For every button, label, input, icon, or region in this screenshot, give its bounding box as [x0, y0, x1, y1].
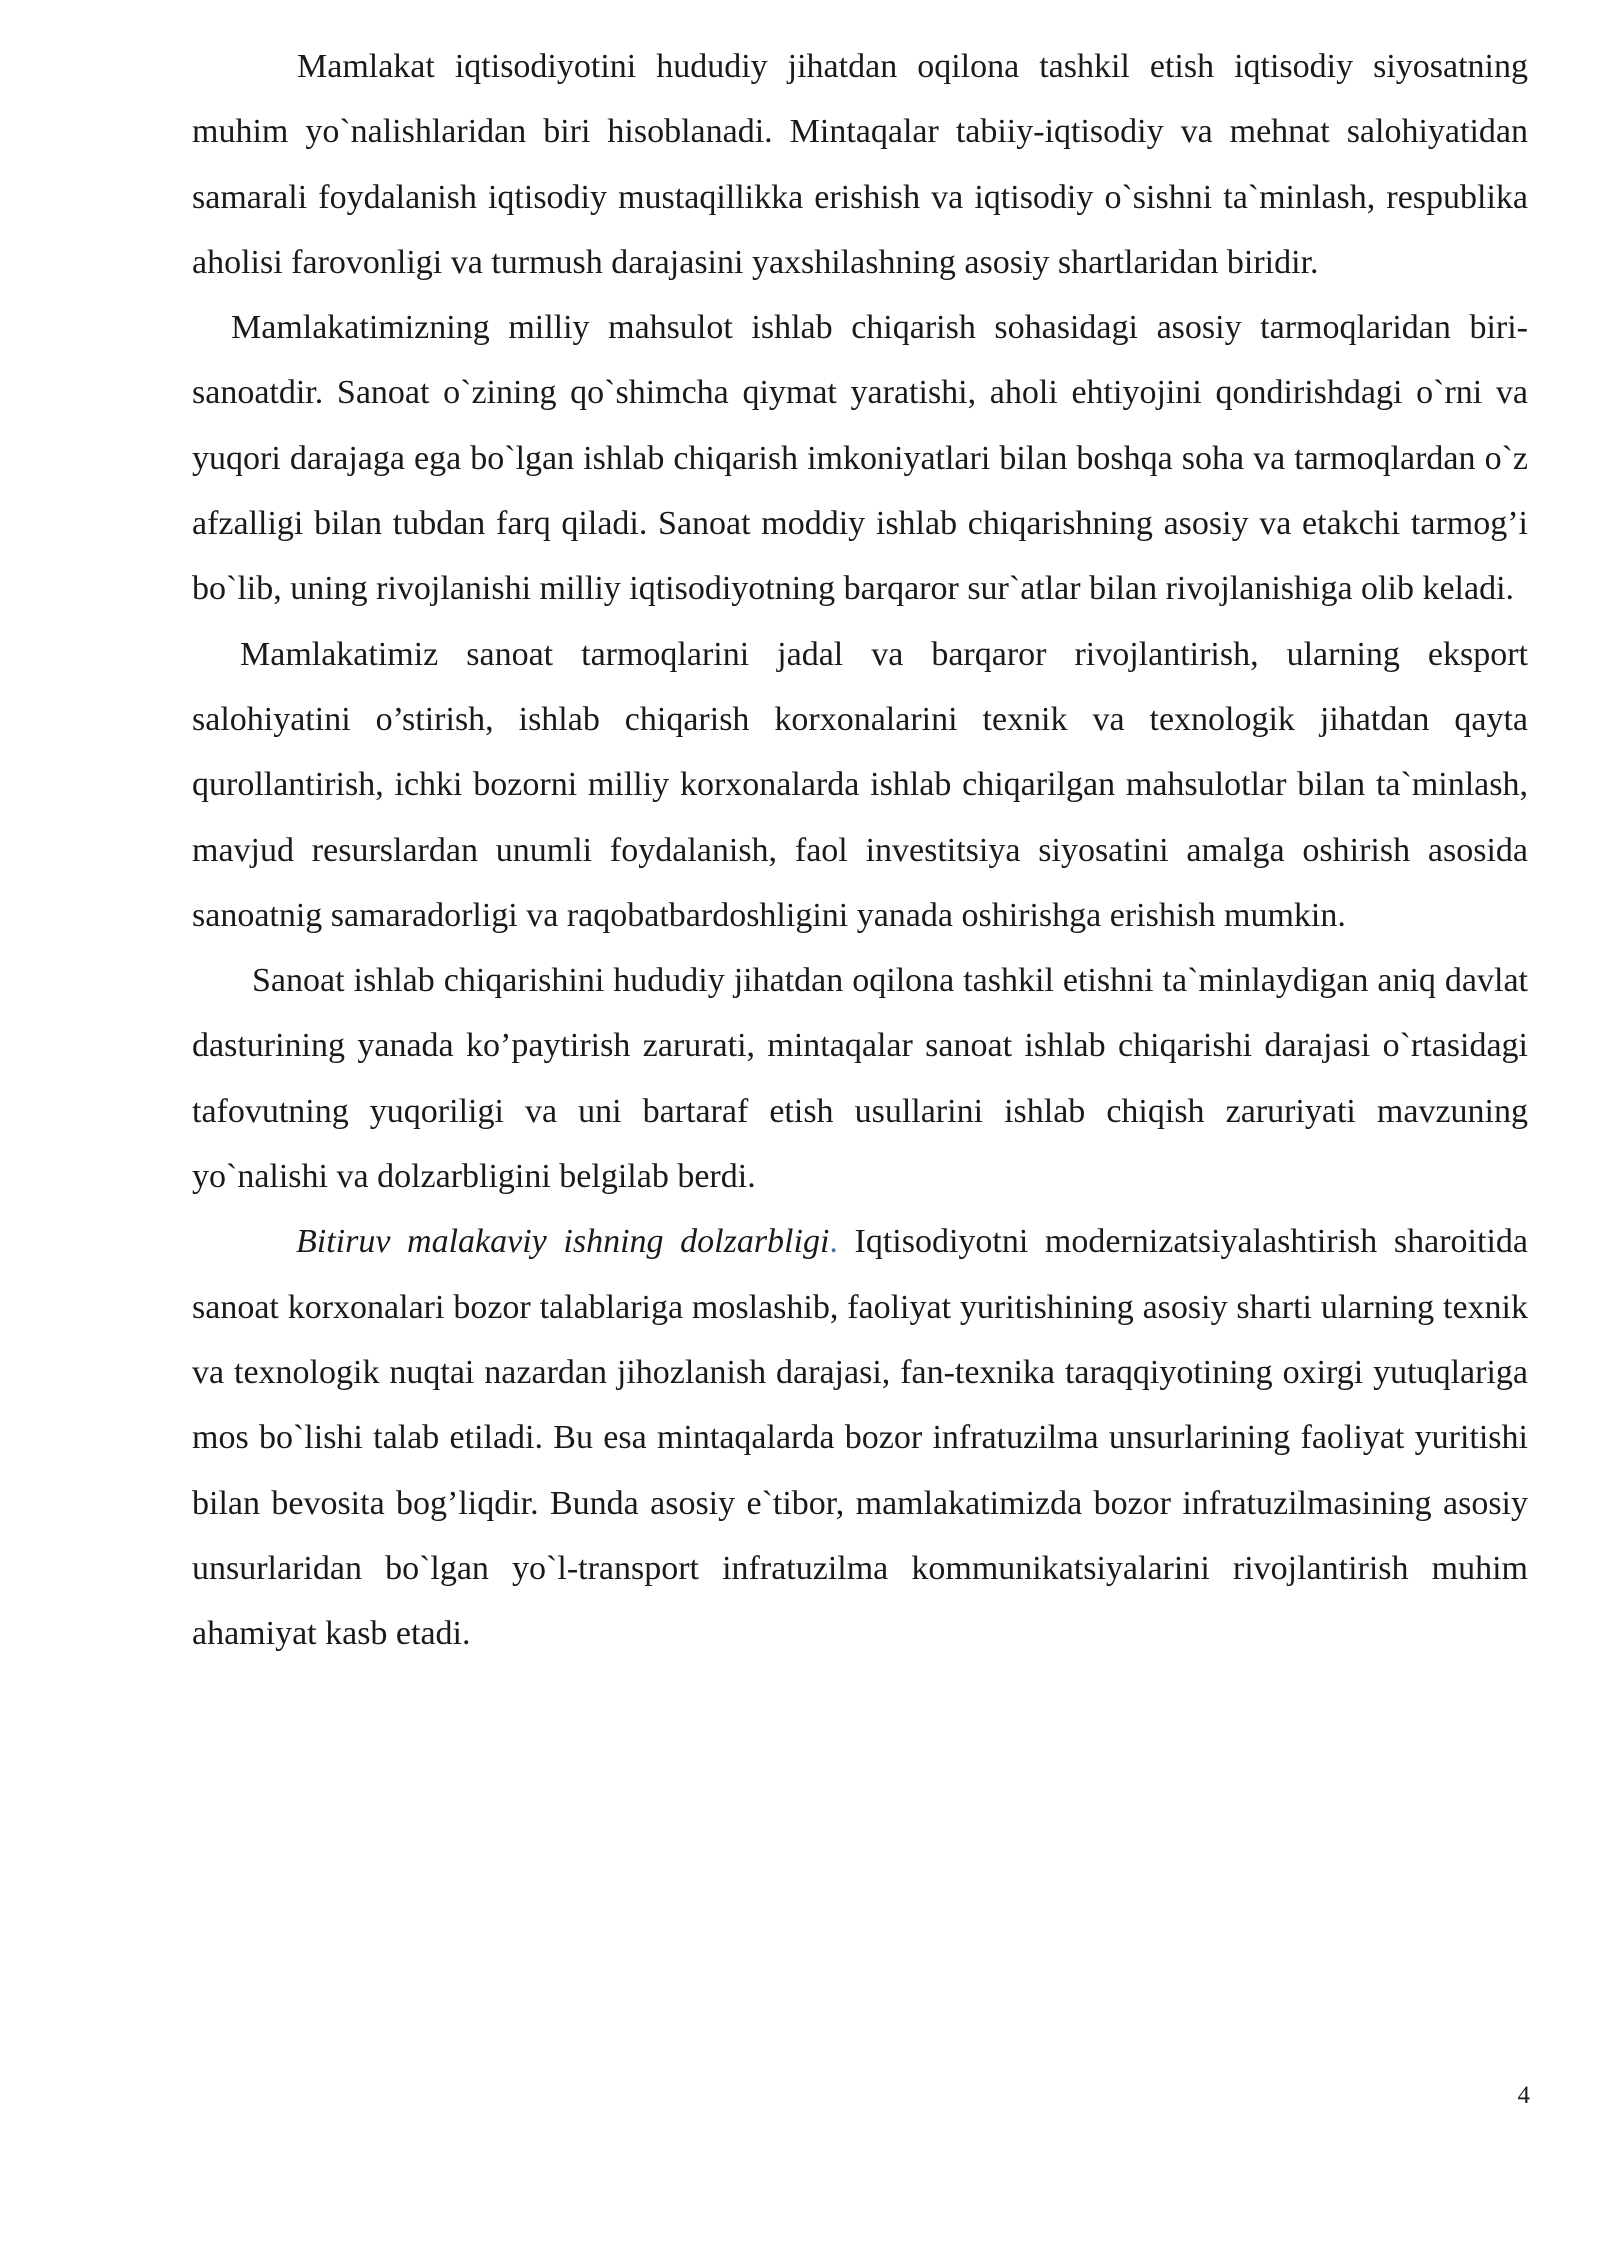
- paragraph-thesis-relevance: [192, 1209, 1528, 1666]
- paragraph-industry-role: Mamlakatimizning milliy mahsulot ishlab chiqarish sohasidagi asosiy tarmoqlaridan biri-sanoatdir. Sanoat o`zining qo`shimcha qiymat yaratishi, aholi ehtiyojini qondirishdagi o`rni va yuqori darajaga ega bo`lgan ishlab chiqarish imkoniyatlari bilan boshqa soha va tarmoqlardan o`z afzalligi bilan tubdan farq qiladi. Sanoat moddiy ishlab chiqarishning asosiy va etakchi tarmog’i bo`lib, uning rivojlanishi milliy iqtisodiyotning barqaror sur`atlar bilan rivojlanishiga olib keladi.: [192, 309, 1528, 608]
- relevance-heading: Bitiruv malakaviy ishning dolzarbligi: [296, 1223, 830, 1261]
- paragraph-topic-relevance-basis: Sanoat ishlab chiqarishini hududiy jihatdan oqilona tashkil etishni ta`minlaydigan aniq davlat dasturining yanada ko’paytirish zarurati, mintaqalar sanoat ishlab chiqarishi darajasi o`rtasidagi tafovutning yuqoriligi va uni bartaraf etish usullarini ishlab chiqish zaruriyati mavzuning yo`nalishi va dolzarbligini belgilab berdi.: [192, 962, 1528, 1196]
- document-page: [192, 34, 1528, 1666]
- page-number: 4: [1517, 2082, 1530, 2109]
- paragraph-industry-development: Mamlakatimiz sanoat tarmoqlarini jadal va barqaror rivojlantirish, ularning eksport salohiyatini o’stirish, ishlab chiqarish korxonalarini texnik va texnologik jihatdan qayta qurollantirish, ichki bozorni milliy korxonalarda ishlab chiqarilgan mahsulotlar bilan ta`minlash, mavjud resurslardan unumli foydalanish, faol investitsiya siyosatini amalga oshirish asosida sanoatnig samaradorligi va raqobatbardoshligini yanada oshirishga erishish mumkin.: [192, 635, 1528, 934]
- relevance-body: Iqtisodiyotni modernizatsiyalashtirish sharoitida sanoat korxonalari bozor talablariga moslashib, faoliyat yuritishining asosiy sharti ularning texnik va texnologik nuqtai nazardan jihozlanish darajasi, fan-texnika taraqqiyotining oxirgi yutuqlariga mos bo`lishi talab etiladi. Bu esa mintaqalarda bozor infratuzilma unsurlarining faoliyat yuritishi bilan bevosita bog’liqdir. Bunda asosiy e`tibor, mamlakatimizda bozor infratuzilmasining asosiy unsurlaridan bo`lgan yo`l-transport infratuzilma kommunikatsiyalarini rivojlantirish muhim ahamiyat kasb etadi.: [192, 1223, 1528, 1653]
- paragraph-regional-economy: Mamlakat iqtisodiyotini hududiy jihatdan oqilona tashkil etish iqtisodiy siyosatning muhim yo`nalishlaridan biri hisoblanadi. Mintaqalar tabiiy-iqtisodiy va mehnat salohiyatidan samarali foydalanish iqtisodiy mustaqillikka erishish va iqtisodiy o`sishni ta`minlash, respublika aholisi farovonligi va turmush darajasini yaxshilashning asosiy shartlaridan biridir.: [192, 48, 1528, 281]
- relevance-heading-dot: .: [829, 1223, 838, 1261]
